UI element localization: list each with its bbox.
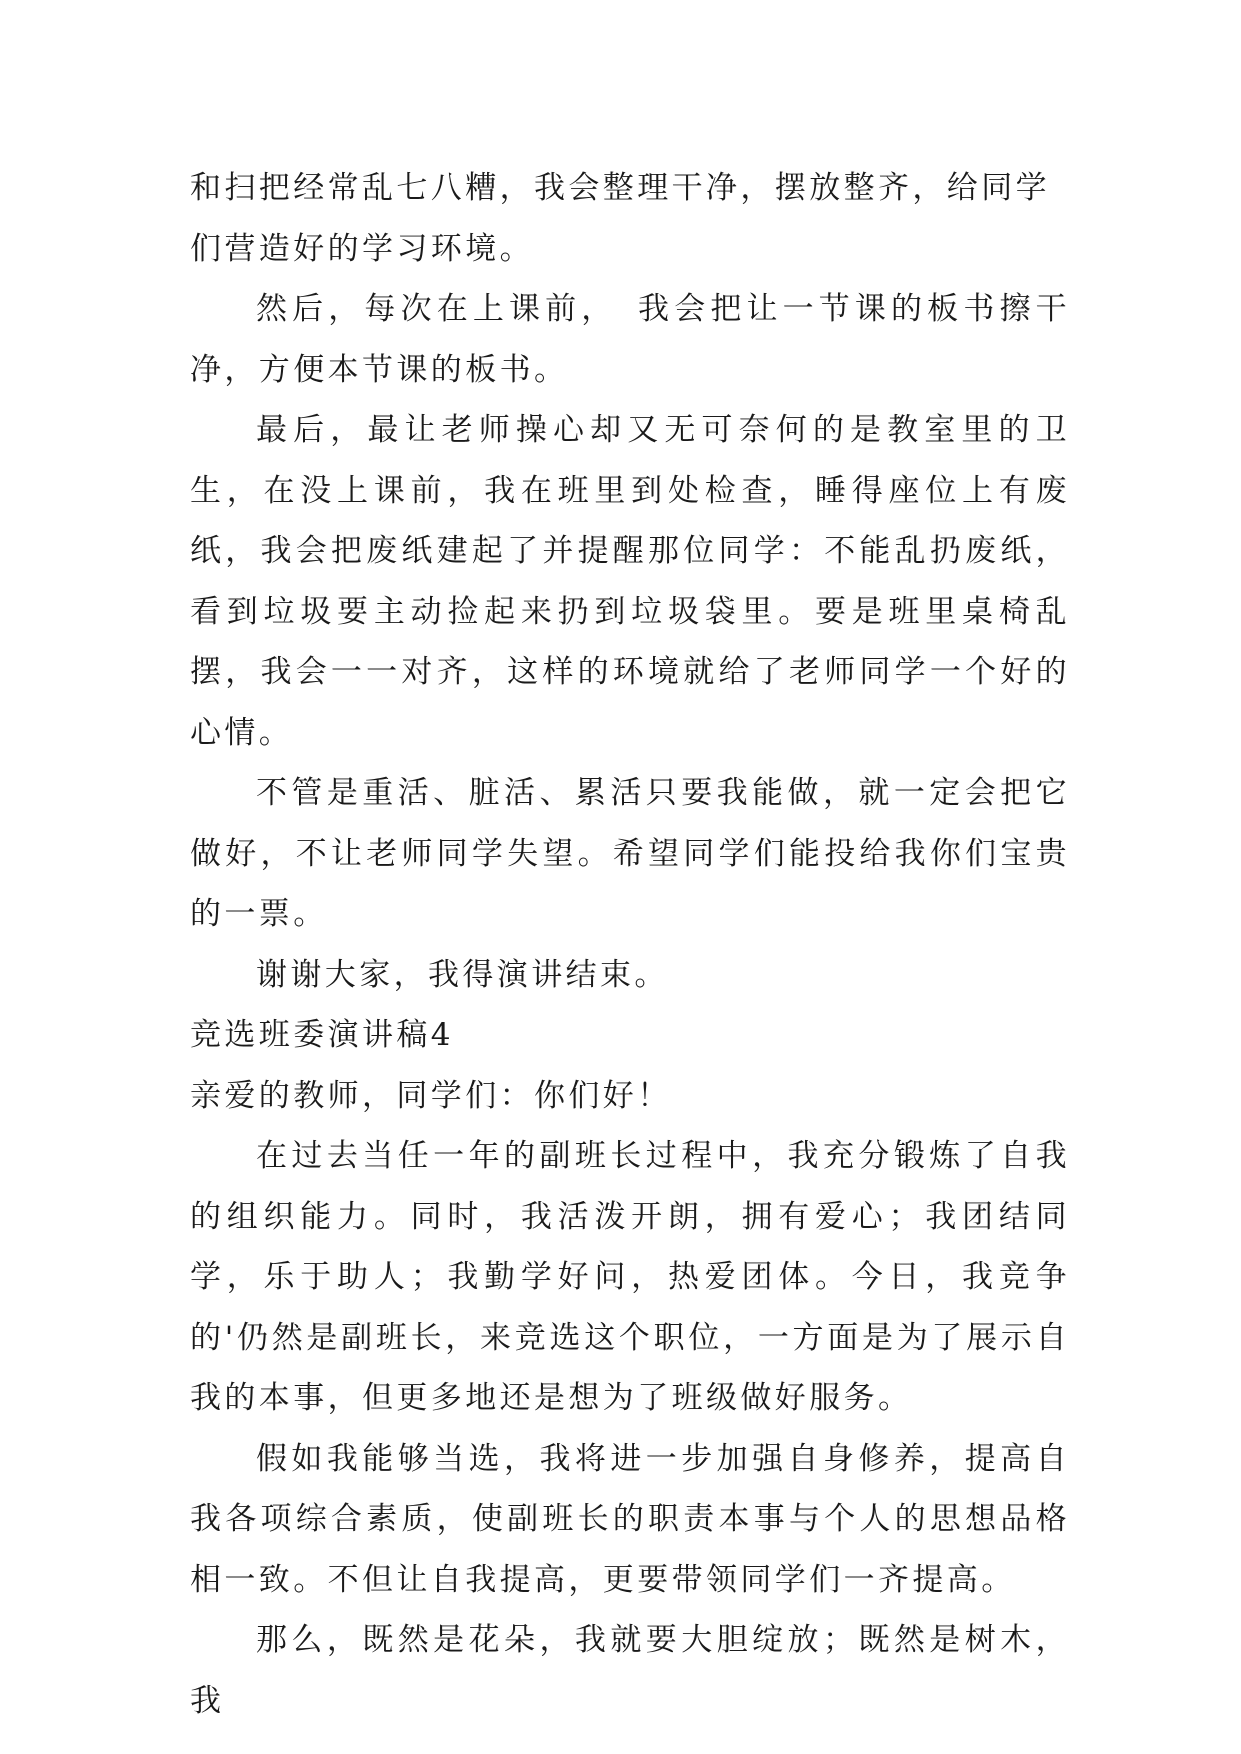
section-title: 竞选班委演讲稿4 <box>190 1017 454 1053</box>
paragraph-if-elected: 假如我能够当选，我将进一步加强自身修养，提高自我各项综合素质，使副班长的职责本事与个人的思想品格相一致。不但让自我提高，更要带领同学们一齐提高。 <box>190 1440 1070 1598</box>
document-body <box>190 158 1070 1731</box>
paragraph-classroom-hygiene: 最后，最让老师操心却又无可奈何的是教室里的卫生，在没上课前，我在班里到处检查，睡得座位上有废纸，我会把废纸建起了并提醒那位同学：不能乱扔废纸，看到垃圾要主动捡起来扔到垃圾袋里。要是班里桌椅乱摆，我会一一对齐，这样的环境就给了老师同学一个好的心情。 <box>190 412 1070 751</box>
paragraph-flower-tree: 那么，既然是花朵，我就要大胆绽放；既然是树木，我 <box>190 1622 1070 1719</box>
continued-paragraph: 和扫把经常乱七八糟，我会整理干净，摆放整齐，给同学们营造好的学习环境。 <box>190 170 1050 267</box>
greeting: 亲爱的教师，同学们：你们好！ <box>190 1077 672 1114</box>
paragraph-blackboard: 然后，每次在上课前， 我会把让一节课的板书擦干净，方便本节课的板书。 <box>190 291 1070 388</box>
paragraph-experience: 在过去当任一年的副班长过程中，我充分锻炼了自我的组织能力。同时，我活泼开朗，拥有爱心；我团结同学，乐于助人；我勤学好问，热爱团体。今日，我竞争的'仍然是副班长，来竞选这个职位，一方面是为了展示自我的本事，但更多地还是想为了班级做好服务。 <box>190 1138 1070 1416</box>
paragraph-closing: 谢谢大家，我得演讲结束。 <box>256 956 669 993</box>
paragraph-vote-request: 不管是重活、脏活、累活只要我能做，就一定会把它做好，不让老师同学失望。希望同学们能投给我你们宝贵的一票。 <box>190 775 1070 932</box>
